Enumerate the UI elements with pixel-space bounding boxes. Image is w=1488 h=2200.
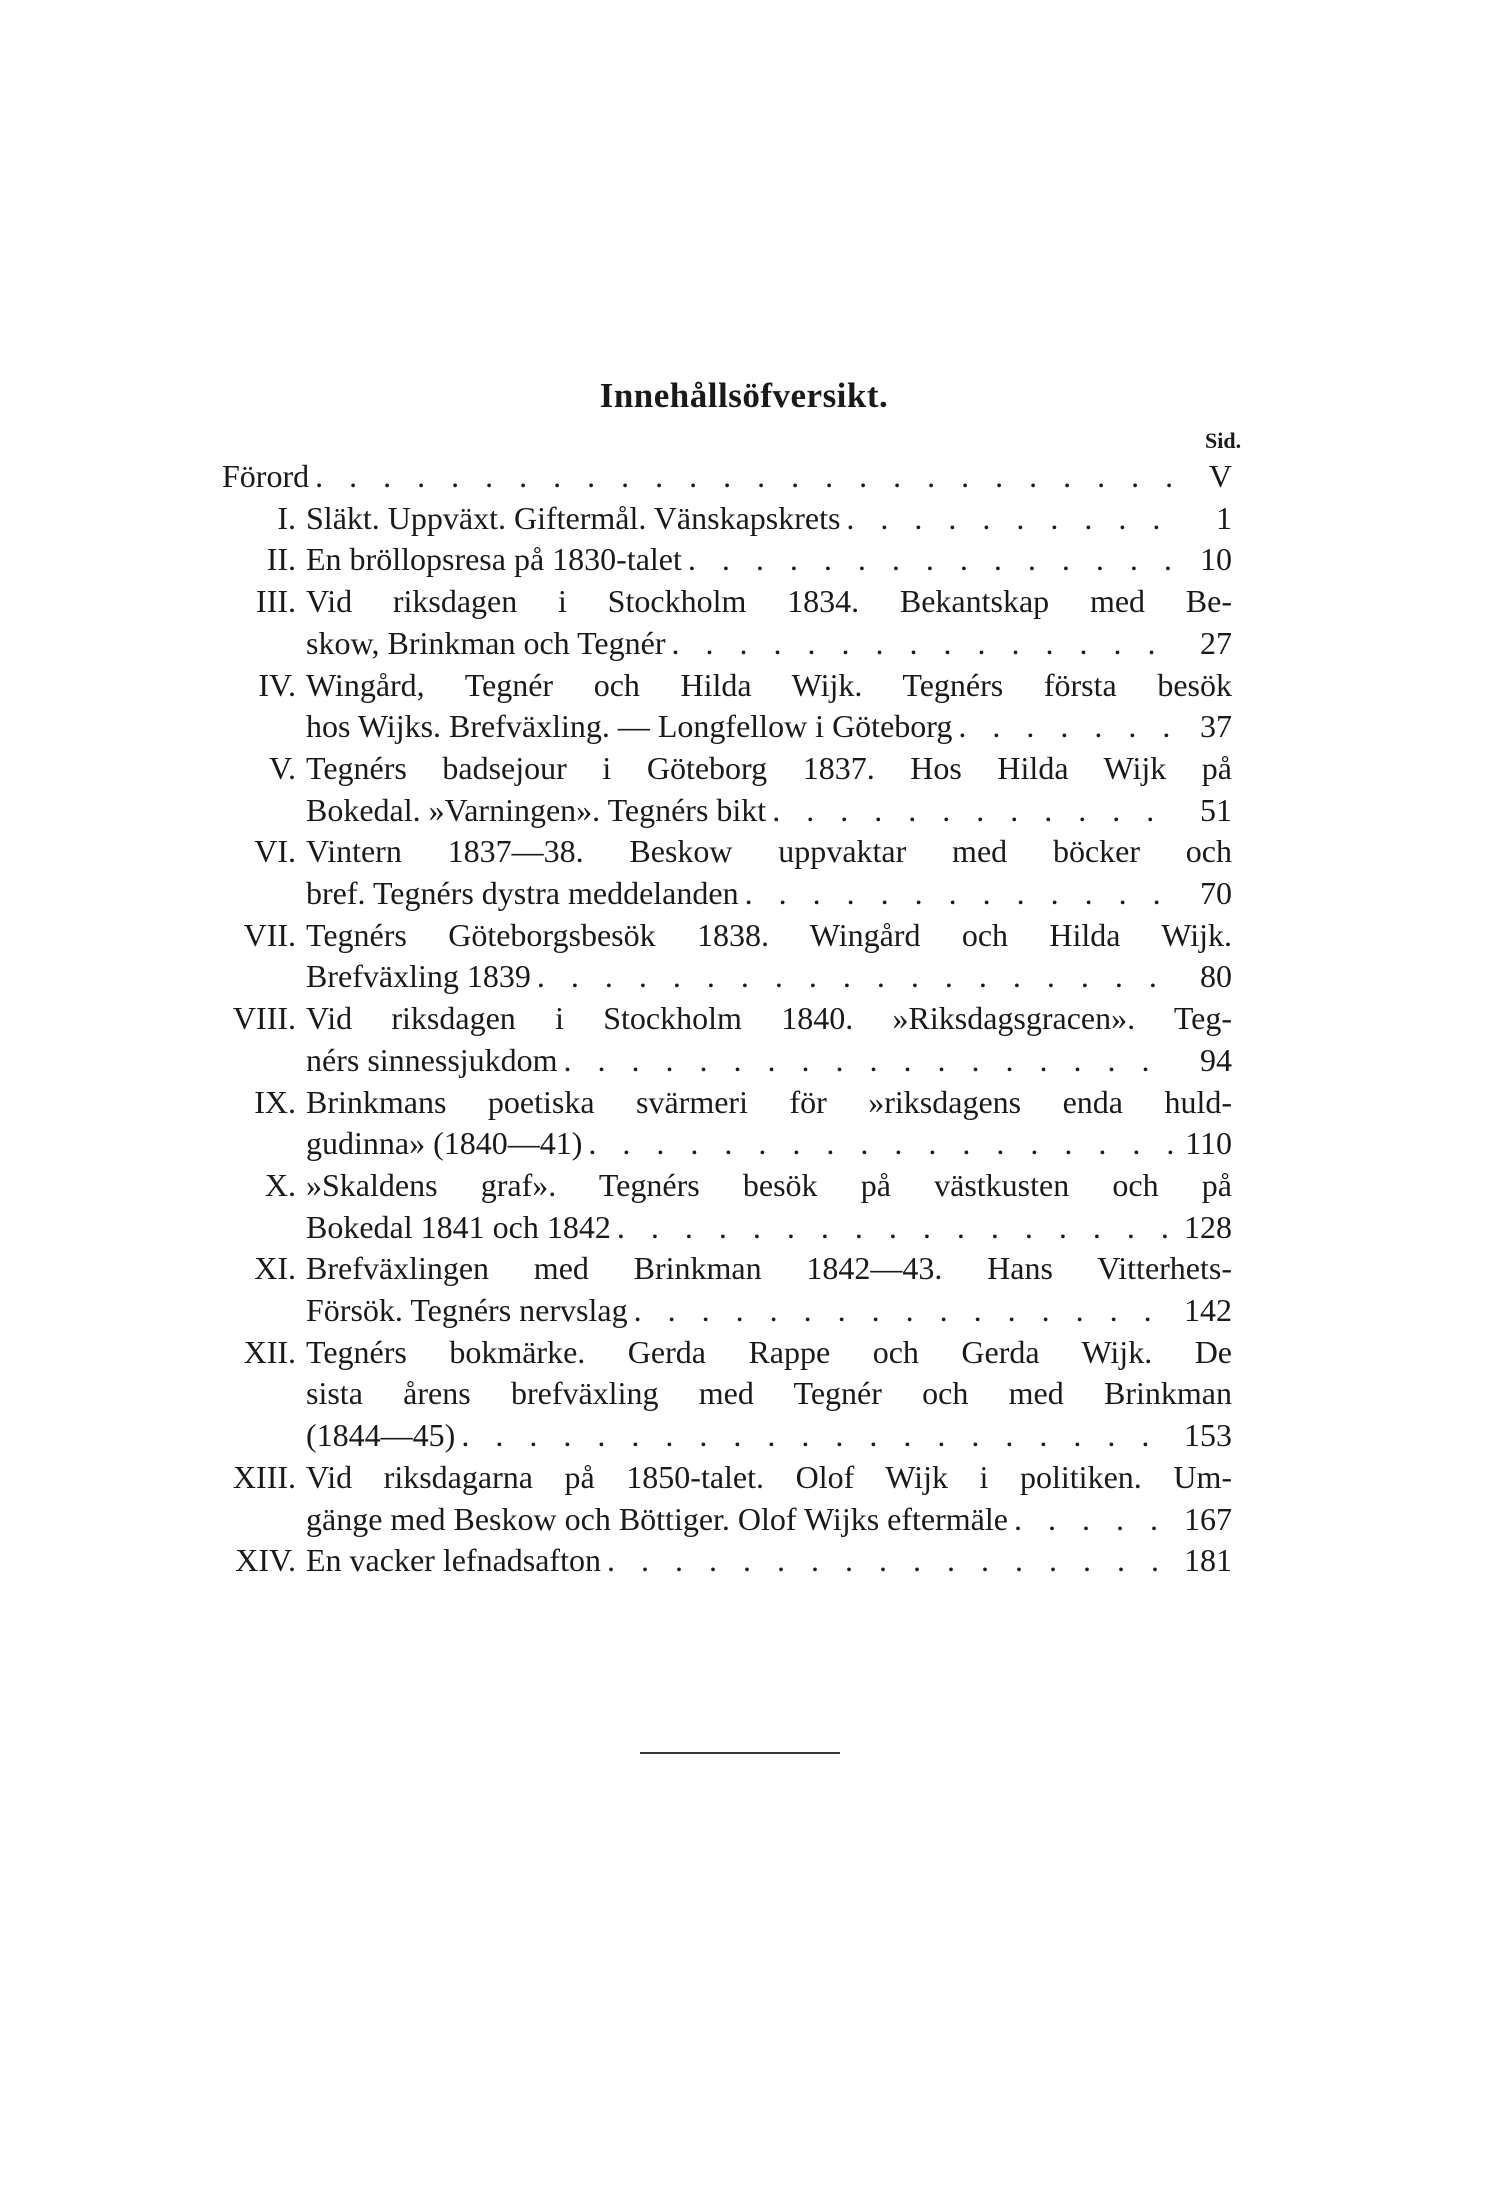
entry-text: Brefväxlingen med Brinkman 1842—43. Hans Vitterhets-: [306, 1250, 1232, 1287]
page-number: 70: [1200, 875, 1232, 911]
chapter-number: IV.: [258, 666, 296, 703]
toc-entry-chapter-2[interactable]: [0, 537, 1488, 581]
entry-text: gudinna» (1840—41): [306, 1125, 583, 1162]
dot-leader: [745, 871, 1176, 915]
dot-leader: [846, 496, 1176, 540]
page-number: 37: [1200, 708, 1232, 745]
toc-entry-chapter-12[interactable]: [0, 1330, 1488, 1374]
entry-text: sista årens brefväxling med Tegnér och med Brinkman: [306, 1375, 1232, 1412]
chapter-number: II.: [266, 541, 296, 578]
toc-entry-chapter-11-cont[interactable]: [0, 1288, 1488, 1332]
divider-rule: [640, 1752, 840, 1754]
chapter-number: VI.: [254, 833, 296, 870]
dot-leader: [564, 1038, 1176, 1082]
page-number: 1: [1216, 499, 1232, 536]
page-number: 10: [1200, 541, 1232, 578]
toc-entry-chapter-10-cont[interactable]: [0, 1205, 1488, 1249]
toc-entry-chapter-4[interactable]: [0, 663, 1488, 707]
dot-leader: [315, 454, 1176, 498]
chapter-number: X.: [264, 1166, 296, 1203]
dot-leader: [617, 1205, 1176, 1249]
page-number: 80: [1200, 958, 1232, 995]
page-number: 142: [1184, 1292, 1232, 1328]
toc-entry-chapter-4-cont[interactable]: [0, 704, 1488, 748]
dot-leader: [772, 788, 1176, 832]
toc-entry-chapter-7-cont[interactable]: [0, 954, 1488, 998]
entry-text: Bokedal 1841 och 1842: [306, 1208, 611, 1245]
entry-text: Vid riksdagen i Stockholm 1840. »Riksdagsgracen». Teg-: [306, 1000, 1232, 1037]
chapter-number: IX.: [254, 1083, 296, 1120]
toc-entry-chapter-5[interactable]: [0, 746, 1488, 790]
toc-entry-chapter-6-cont[interactable]: [0, 871, 1488, 915]
page-number: 167: [1184, 1500, 1232, 1537]
entry-text: En vacker lefnadsafton: [306, 1542, 601, 1579]
entry-text: gänge med Beskow och Böttiger. Olof Wijks eftermäle: [306, 1500, 1008, 1537]
page-number: 128: [1184, 1208, 1232, 1245]
toc-entry-chapter-11[interactable]: [0, 1246, 1488, 1290]
page-number: 51: [1200, 791, 1232, 828]
page-title: Innehållsöfversikt.: [599, 376, 889, 415]
toc-entry-foreword[interactable]: [0, 454, 1488, 498]
dot-leader: [958, 704, 1176, 748]
entry-text: Förord: [222, 458, 310, 494]
chapter-number: XII.: [243, 1333, 296, 1370]
chapter-number: III.: [256, 583, 296, 620]
page-number: 27: [1200, 624, 1232, 661]
page-number: V: [1208, 458, 1232, 494]
toc-entry-chapter-3-cont[interactable]: [0, 621, 1488, 665]
entry-text: bref. Tegnérs dystra meddelanden: [306, 875, 739, 911]
toc-entry-chapter-3[interactable]: [0, 579, 1488, 623]
entry-text: (1844—45): [306, 1417, 456, 1454]
toc-entry-chapter-8[interactable]: [0, 996, 1488, 1040]
entry-text: En bröllopsresa på 1830-talet: [306, 541, 682, 578]
chapter-number: I.: [277, 499, 296, 536]
dot-leader: [537, 954, 1176, 998]
chapter-number: XIII.: [232, 1458, 296, 1495]
entry-text: nérs sinnessjukdom: [306, 1041, 558, 1078]
chapter-number: XIV.: [235, 1542, 296, 1579]
chapter-number: XI.: [254, 1250, 296, 1287]
entry-text: Vid riksdagarna på 1850-talet. Olof Wijk i politiken. Um-: [306, 1458, 1232, 1495]
dot-leader: [607, 1538, 1176, 1582]
dot-leader: [634, 1288, 1176, 1332]
chapter-number: V.: [269, 749, 296, 786]
entry-text: Vintern 1837—38. Beskow uppvaktar med böcker och: [306, 833, 1232, 870]
toc-entry-chapter-14[interactable]: [0, 1538, 1488, 1582]
entry-text: Tegnérs Göteborgsbesök 1838. Wingård och Hilda Wijk.: [306, 916, 1232, 953]
chapter-number: VII.: [243, 916, 296, 953]
toc-entry-chapter-6[interactable]: [0, 829, 1488, 873]
entry-text: Försök. Tegnérs nervslag: [306, 1292, 628, 1328]
page-number: 153: [1184, 1417, 1232, 1454]
dot-leader: [588, 1121, 1176, 1165]
dot-leader: [671, 621, 1176, 665]
dot-leader: [688, 537, 1176, 581]
toc-entry-chapter-5-cont[interactable]: [0, 788, 1488, 832]
entry-text: Tegnérs bokmärke. Gerda Rappe och Gerda Wijk. De: [306, 1333, 1232, 1370]
dot-leader: [1014, 1497, 1176, 1541]
toc-entry-chapter-12-cont[interactable]: [0, 1371, 1488, 1415]
entry-text: skow, Brinkman och Tegnér: [306, 624, 666, 661]
entry-text: Brefväxling 1839: [306, 958, 531, 995]
toc-entry-chapter-12-cont[interactable]: [0, 1413, 1488, 1457]
chapter-number: VIII.: [232, 1000, 296, 1037]
toc-entry-chapter-9-cont[interactable]: [0, 1121, 1488, 1165]
page-number: 181: [1184, 1542, 1232, 1579]
toc-entry-chapter-7[interactable]: [0, 913, 1488, 957]
toc-entry-chapter-10[interactable]: [0, 1163, 1488, 1207]
page-column-label: Sid.: [1205, 428, 1242, 453]
entry-text: hos Wijks. Brefväxling. — Longfellow i Göteborg: [306, 708, 953, 745]
entry-text: Vid riksdagen i Stockholm 1834. Bekantskap med Be-: [306, 583, 1232, 620]
entry-text: Brinkmans poetiska svärmeri för »riksdagens enda huld-: [306, 1083, 1232, 1120]
entry-text: Wingård, Tegnér och Hilda Wijk. Tegnérs första besök: [306, 666, 1232, 703]
toc-entry-chapter-9[interactable]: [0, 1080, 1488, 1124]
toc-entry-chapter-13-cont[interactable]: [0, 1497, 1488, 1541]
entry-text: Släkt. Uppväxt. Giftermål. Vänskapskrets: [306, 499, 841, 536]
entry-text: Tegnérs badsejour i Göteborg 1837. Hos Hilda Wijk på: [306, 749, 1232, 786]
entry-text: Bokedal. »Varningen». Tegnérs bikt: [306, 791, 767, 828]
page-number: 94: [1200, 1041, 1232, 1078]
toc-entry-chapter-13[interactable]: [0, 1455, 1488, 1499]
dot-leader: [461, 1413, 1176, 1457]
toc-entry-chapter-1[interactable]: [0, 496, 1488, 540]
toc-entry-chapter-8-cont[interactable]: [0, 1038, 1488, 1082]
page-number: 110: [1185, 1125, 1232, 1162]
entry-text: »Skaldens graf». Tegnérs besök på västkusten och på: [306, 1166, 1232, 1203]
